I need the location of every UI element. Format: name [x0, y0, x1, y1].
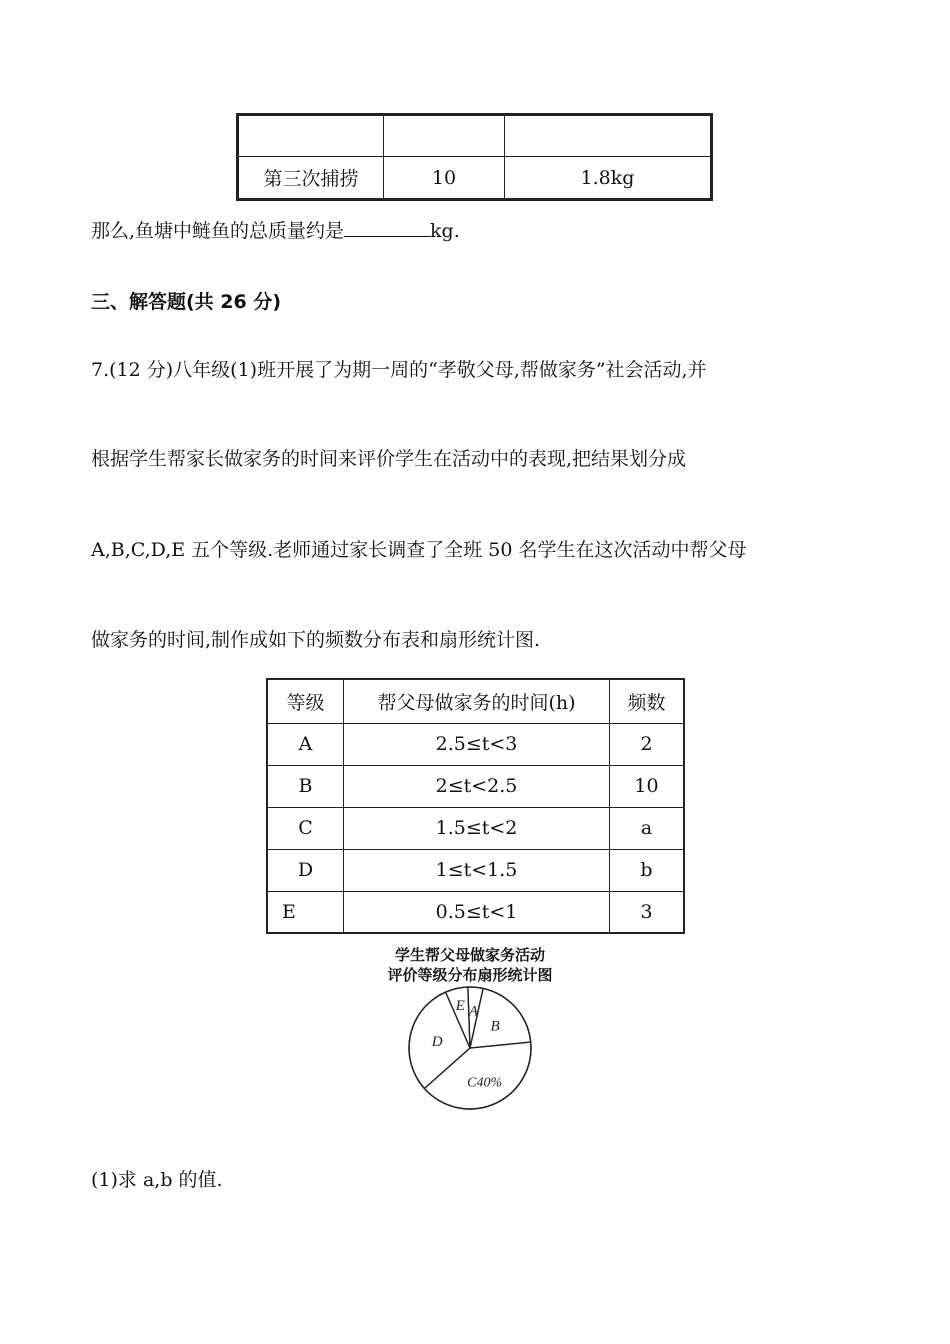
grade-cell: C: [267, 807, 344, 849]
table-row: [267, 765, 684, 807]
table-row: [267, 723, 684, 765]
table-row: [267, 891, 684, 933]
frequency-cell: 3: [610, 891, 685, 933]
frequency-cell: a: [610, 807, 685, 849]
table-cell: 第三次捕捞: [238, 157, 384, 200]
question6-text: 那么,鱼塘中鲢鱼的总质量约是: [91, 220, 345, 242]
time-cell: 2≤t<2.5: [344, 765, 610, 807]
table-row: [267, 807, 684, 849]
pie-chart: [400, 982, 540, 1112]
time-cell: 0.5≤t<1: [344, 891, 610, 933]
question7-line1: 7.(12 分)八年级(1)班开展了为期一周的“孝敬父母,帮做家务”社会活动,并: [91, 359, 707, 381]
column-header: 频数: [610, 679, 685, 723]
subquestion1: (1)求 a,b 的值.: [91, 1169, 223, 1191]
column-header: 帮父母做家务的时间(h): [344, 679, 610, 723]
section-heading: 三、解答题(共 26 分): [91, 291, 282, 313]
time-cell: 1≤t<1.5: [344, 849, 610, 891]
time-cell: 1.5≤t<2: [344, 807, 610, 849]
table-row: [267, 849, 684, 891]
table-cell: [238, 115, 384, 157]
grade-cell: B: [267, 765, 344, 807]
frequency-table: [266, 678, 685, 934]
catch-table: [236, 113, 713, 201]
table-header-row: [267, 679, 684, 723]
answer-blank: [344, 218, 430, 237]
pie-label-d: D: [431, 1033, 443, 1050]
question7-line2: 根据学生帮家长做家务的时间来评价学生在活动中的表现,把结果划分成: [91, 448, 687, 470]
pie-label-c: C40%: [467, 1075, 503, 1091]
pie-label-a: A: [468, 1003, 479, 1020]
frequency-cell: 10: [610, 765, 685, 807]
chart-title: 学生帮父母做家务活动: [394, 946, 545, 964]
question6-unit: kg.: [430, 220, 460, 242]
question6-line: [91, 216, 460, 243]
question7-line4: 做家务的时间,制作成如下的频数分布表和扇形统计图.: [91, 629, 541, 651]
question7-line3: A,B,C,D,E 五个等级.老师通过家长调查了全班 50 名学生在这次活动中帮父母: [91, 539, 747, 561]
pie-label-b: B: [490, 1018, 500, 1035]
frequency-cell: b: [610, 849, 685, 891]
grade-cell: D: [267, 849, 344, 891]
pie-label-e: E: [455, 998, 465, 1015]
frequency-cell: 2: [610, 723, 685, 765]
time-cell: 2.5≤t<3: [344, 723, 610, 765]
column-header: 等级: [267, 679, 344, 723]
table-cell: [505, 115, 712, 157]
table-cell: 10: [384, 157, 505, 200]
table-cell: [384, 115, 505, 157]
chart-subtitle: 评价等级分布扇形统计图: [387, 966, 553, 984]
table-cell: 1.8kg: [505, 157, 712, 200]
grade-cell: E: [267, 891, 344, 933]
grade-cell: A: [267, 723, 344, 765]
